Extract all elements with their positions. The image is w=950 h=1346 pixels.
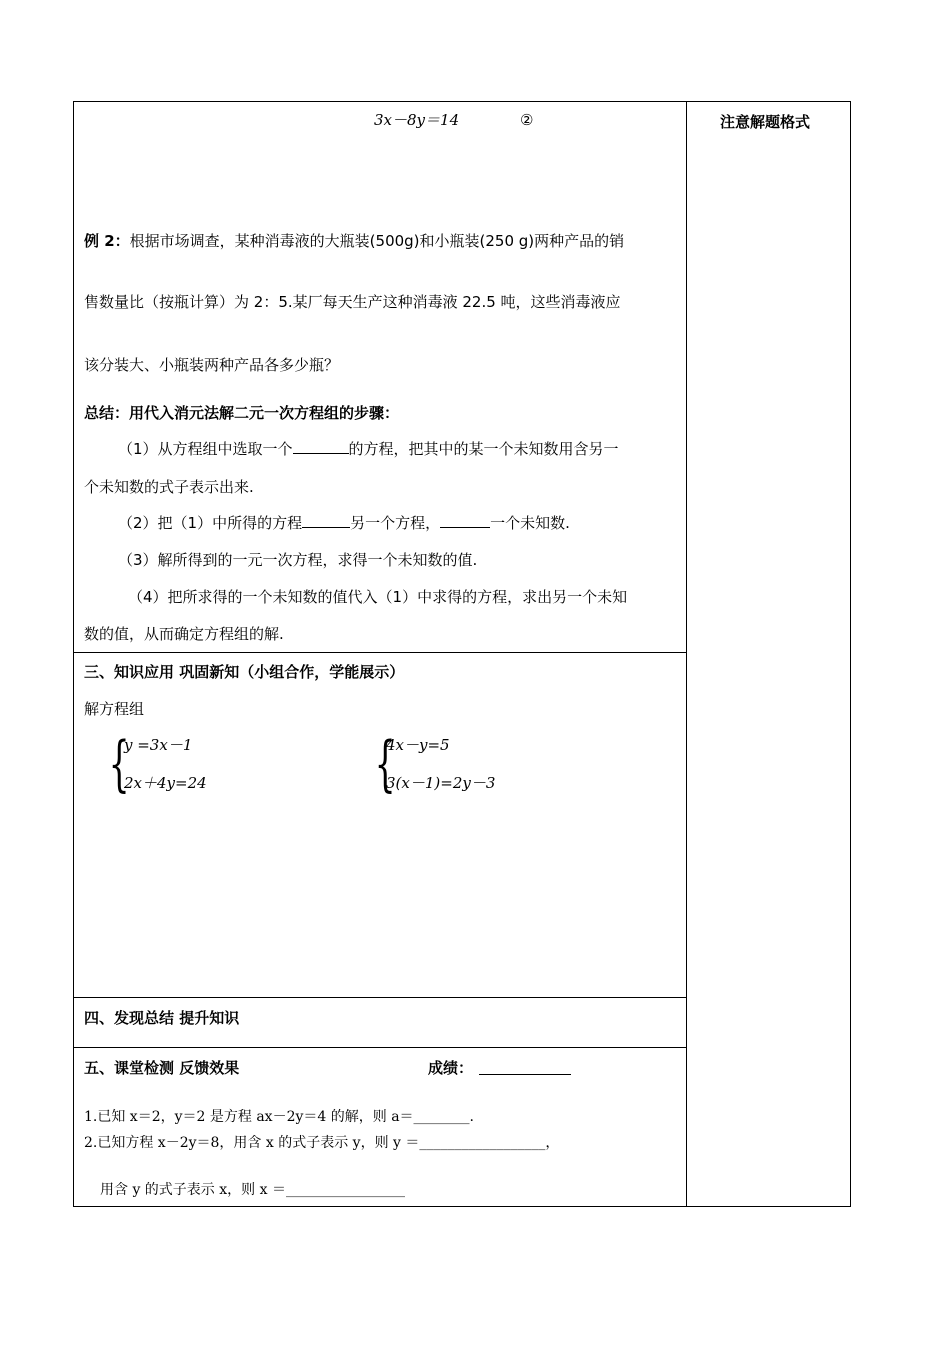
question-1: 1.已知 x＝2，y＝2 是方程 ax－2y＝4 的解，则 a＝________. (84, 1109, 474, 1125)
step-2 (118, 513, 570, 533)
step-text: （2）把（1）中所得的方程 (118, 514, 303, 532)
row-divider (73, 652, 687, 653)
step-text: 的方程，把其中的某一个未知数用含另一 (348, 440, 619, 458)
section-3-title: 三、知识应用 巩固新知（小组合作，学能展示） (84, 663, 405, 681)
step-3: （3）解所得到的一元一次方程，求得一个未知数的值. (118, 551, 478, 569)
step-1 (118, 439, 619, 459)
brace-icon: { (108, 729, 130, 799)
row-divider (73, 1047, 687, 1048)
step-1-cont: 个未知数的式子表示出来. (84, 478, 254, 496)
system-1-eq-2: 2x＋4y=24 (124, 774, 207, 792)
system-2-eq-1: 4x－y=5 (386, 736, 450, 754)
worksheet-table (73, 101, 851, 1207)
example-label: 例 2： (84, 232, 130, 250)
example-line: 根据市场调查，某种消毒液的大瓶装(500g)和小瓶装(250 g)两种产品的销 (129, 232, 625, 250)
step-4-cont: 数的值，从而确定方程组的解. (84, 625, 284, 643)
fill-blank (440, 513, 490, 528)
question-2: 2.已知方程 x－2y＝8，用含 x 的式子表示 y，则 y ＝__________________， (84, 1135, 560, 1151)
step-text: （1）从方程组中选取一个 (118, 440, 293, 458)
system-2-eq-2: 3(x－1)=2y－3 (386, 774, 496, 792)
question-2-part-b: 用含 y 的式子表示 x，则 x ＝_________________ (100, 1182, 405, 1198)
equation-2: 3x－8y＝14 (374, 111, 460, 129)
example-line: 该分装大、小瓶装两种产品各多少瓶？ (84, 356, 340, 374)
step-text: 另一个方程， (350, 514, 441, 532)
section-5-title: 五、课堂检测 反馈效果 (84, 1059, 240, 1077)
example-line: 售数量比（按瓶计算）为 2：5.某厂每天生产这种消毒液 22.5 吨，这些消毒液应 (84, 293, 621, 311)
step-text: 一个未知数. (490, 514, 570, 532)
side-note: 注意解题格式 (720, 113, 811, 131)
column-divider (686, 101, 687, 1207)
step-4: （4）把所求得的一个未知数的值代入（1）中求得的方程，求出另一个未知 (128, 588, 628, 606)
score-label: 成绩： (428, 1059, 474, 1077)
score-blank[interactable] (479, 1074, 571, 1075)
summary-title: 总结：用代入消元法解二元一次方程组的步骤： (84, 404, 400, 422)
brace-icon: { (374, 729, 396, 799)
equation-number: ② (520, 111, 534, 129)
solve-prompt: 解方程组 (84, 700, 145, 718)
example-2 (84, 226, 678, 257)
row-divider (73, 997, 687, 998)
fill-blank (302, 513, 350, 528)
system-1-eq-1: y =3x－1 (124, 736, 193, 754)
fill-blank (293, 439, 349, 454)
section-4-title: 四、发现总结 提升知识 (84, 1009, 240, 1027)
